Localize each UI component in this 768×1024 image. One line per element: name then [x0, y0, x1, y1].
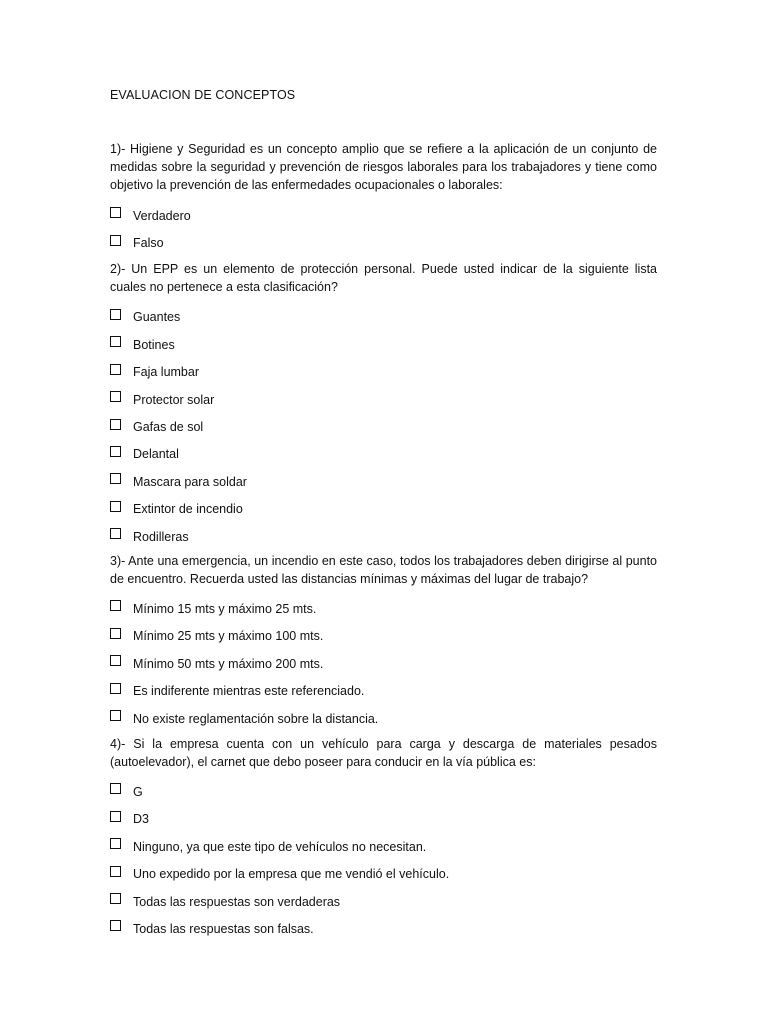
option-label: G	[133, 784, 143, 799]
question-1-text: 1)- Higiene y Seguridad es un concepto amplio que se refiere a la aplicación de un conjunto de medidas sobre la seguridad y prevención de riesgos laborales para los trabajadores y tiene como objetivo la prevención de las enfermedades ocupacionales o laborales:	[110, 142, 657, 192]
checkbox[interactable]	[110, 364, 121, 375]
option-item	[110, 915, 657, 942]
option-label: Verdadero	[133, 208, 191, 223]
option-label: No existe reglamentación sobre la distancia.	[133, 711, 379, 726]
option-item	[110, 413, 657, 440]
option-label: Falso	[133, 236, 164, 251]
checkbox[interactable]	[110, 710, 121, 721]
option-item	[110, 229, 657, 256]
question-4-text: 4)- Si la empresa cuenta con un vehículo para carga y descarga de materiales pesados (autoelevador), el carnet que debo poseer para conducir en la vía pública es:	[110, 737, 657, 770]
option-item	[110, 496, 657, 523]
checkbox[interactable]	[110, 235, 121, 246]
checkbox[interactable]	[110, 655, 121, 666]
checkbox[interactable]	[110, 419, 121, 430]
option-label: Es indiferente mientras este referenciado.	[133, 684, 365, 699]
option-item	[110, 677, 657, 704]
checkbox[interactable]	[110, 683, 121, 694]
checkbox[interactable]	[110, 628, 121, 639]
option-label: Mínimo 15 mts y máximo 25 mts.	[133, 601, 317, 616]
question-3-text: 3)- Ante una emergencia, un incendio en este caso, todos los trabajadores deben dirigirse al punto de encuentro. Recuerda usted las distancias mínimas y máximas del lugar de trabajo?	[110, 554, 657, 587]
checkbox[interactable]	[110, 207, 121, 218]
checkbox[interactable]	[110, 528, 121, 539]
option-label: Faja lumbar	[133, 365, 199, 380]
option-item	[110, 705, 657, 732]
checkbox[interactable]	[110, 473, 121, 484]
checkbox[interactable]	[110, 920, 121, 931]
option-item	[110, 386, 657, 413]
option-item	[110, 888, 657, 915]
option-label: D3	[133, 812, 149, 827]
option-label: Extintor de incendio	[133, 502, 243, 517]
checkbox[interactable]	[110, 838, 121, 849]
option-item	[110, 623, 657, 650]
question-3-options	[110, 595, 657, 732]
option-item	[110, 468, 657, 495]
question-2-options	[110, 304, 657, 551]
checkbox[interactable]	[110, 866, 121, 877]
option-label: Delantal	[133, 447, 179, 462]
checkbox[interactable]	[110, 309, 121, 320]
checkbox[interactable]	[110, 501, 121, 512]
checkbox[interactable]	[110, 783, 121, 794]
option-item	[110, 523, 657, 550]
option-item	[110, 441, 657, 468]
option-label: Todas las respuestas son falsas.	[133, 921, 314, 936]
option-label: Botines	[133, 337, 175, 352]
checkbox[interactable]	[110, 893, 121, 904]
option-label: Rodilleras	[133, 529, 189, 544]
option-item	[110, 833, 657, 860]
option-item	[110, 202, 657, 229]
option-item	[110, 650, 657, 677]
document-title: EVALUACION DE CONCEPTOS	[110, 88, 296, 102]
option-item	[110, 331, 657, 358]
option-item	[110, 595, 657, 622]
checkbox[interactable]	[110, 600, 121, 611]
option-label: Mascara para soldar	[133, 474, 247, 489]
option-label: Todas las respuestas son verdaderas	[133, 894, 341, 909]
option-item	[110, 778, 657, 805]
document-page	[110, 86, 657, 943]
option-label: Protector solar	[133, 392, 215, 407]
question-1-options	[110, 202, 657, 257]
option-item	[110, 359, 657, 386]
question-2-text: 2)- Un EPP es un elemento de protección personal. Puede usted indicar de la siguiente lista cuales no pertenece a esta clasificación?	[110, 261, 657, 294]
question-4-options	[110, 778, 657, 942]
checkbox[interactable]	[110, 391, 121, 402]
option-item	[110, 304, 657, 331]
checkbox[interactable]	[110, 446, 121, 457]
checkbox[interactable]	[110, 336, 121, 347]
checkbox[interactable]	[110, 811, 121, 822]
option-item	[110, 806, 657, 833]
option-label: Gafas de sol	[133, 420, 204, 435]
option-label: Mínimo 25 mts y máximo 100 mts.	[133, 629, 324, 644]
option-item	[110, 860, 657, 887]
option-label: Mínimo 50 mts y máximo 200 mts.	[133, 656, 324, 671]
option-label: Ninguno, ya que este tipo de vehículos no necesitan.	[133, 839, 427, 854]
option-label: Uno expedido por la empresa que me vendió el vehículo.	[133, 867, 450, 882]
option-label: Guantes	[133, 310, 181, 325]
